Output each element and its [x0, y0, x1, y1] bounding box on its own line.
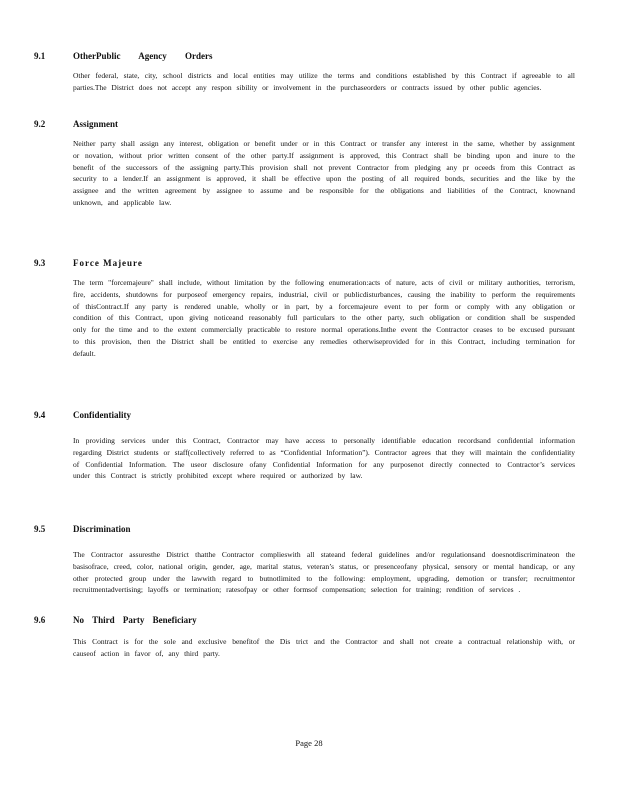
section-body: Neither party shall assign any interest, obligation or benefit under or in this Contract or transfer any interest in the same, whether by assignment or novation, without prior written consent of the other party.If assignment is approved, this Contract shall be binding upon and inure to the benefit of the successors of the assigning party.This provision shall not prevent Contractor from pledging any pr oceeds from this Contract as security to a lender.If an assignment is approved, it shall be effective upon the posting of all required bonds, securities and the like by the assignee and the written agreement by assignee to assume and be responsible for the obligations and liabilities of the Contract, knownand unknown, and applicable law. — [73, 139, 575, 207]
section-body: The Contractor assuresthe District thatthe Contractor complieswith all stateand federal guidelines and/or regulationsand doesnotdiscriminateon the basisofrace, creed, color, national origin, gender, age, marital status, veteran’s status, or presenceofany physical, sensory or mental handicap, or any other protected group under the lawwith regard to butnotlimited to the following: employment, upgrading, demotion or transfer; recruitmentor recruitmentadvertising; layoffs or termination; ratesofpay or other formsof compensation; selection for training; rendition of services . — [73, 550, 575, 595]
section-number: 9.2 — [34, 119, 46, 129]
section-title: OtherPublic Agency Orders — [73, 51, 213, 61]
section-body: This Contract is for the sole and exclusive benefitof the Dis trict and the Contractor and shall not create a contractual relationship with, or causeof action in favor of, any third party. — [73, 637, 575, 658]
section-body: The term "forcemajeure" shall include, without limitation by the following enumeration:acts of nature, acts of civil or military authorities, terrorism, fire, accidents, shutdowns for purposeof emergency repairs, industrial, civil or publicdisturbances, causing the inability to perform the requirements of thisContract.If any party is rendered unable, wholly or in part, by a forcemajeure event to per form or comply with any obligation or condition of this Contract, upon giving noticeand reasonably full particulars to the other party, such obligation or condition shall be suspended only for the time and to the extent commercially practicable to restore normal operations.Inthe event the Contractor ceases to be excused pursuant to this provision, then the District shall be entitled to exercise any remedies otherwiseprovided for in this Contract, including termination for default. — [73, 278, 575, 358]
section-body: In providing services under this Contract, Contractor may have access to personally identifiable education recordsand confidential information regarding District students or staff(collectively referred to as “Confidential Information”). Contractor agrees that they will maintain the confidentiality of Confidential Information. The useor disclosure ofany Confidential Information for any purposenot directly connected to Contractor’s services under this Contract is strictly prohibited except where required or authorized by law. — [73, 436, 575, 481]
page-number: Page 28 — [295, 738, 323, 748]
section-number: 9.6 — [34, 615, 46, 625]
section-title: Force Majeure — [73, 258, 143, 268]
section-title: Confidentiality — [73, 410, 132, 420]
section-title: No Third Party Beneficiary — [73, 615, 197, 625]
section-number: 9.4 — [34, 410, 46, 420]
section-body: Other federal, state, city, school districts and local entities may utilize the terms and conditions established by this Contract if agreeable to all parties.The District does not accept any respon sibility or involvement in the purchaseorders or contracts issued by other public agencies. — [73, 71, 575, 92]
section-title: Assignment — [73, 119, 119, 129]
section-title: Discrimination — [73, 524, 131, 534]
section-number: 9.3 — [34, 258, 46, 268]
section-number: 9.5 — [34, 524, 46, 534]
section-number: 9.1 — [34, 51, 46, 61]
